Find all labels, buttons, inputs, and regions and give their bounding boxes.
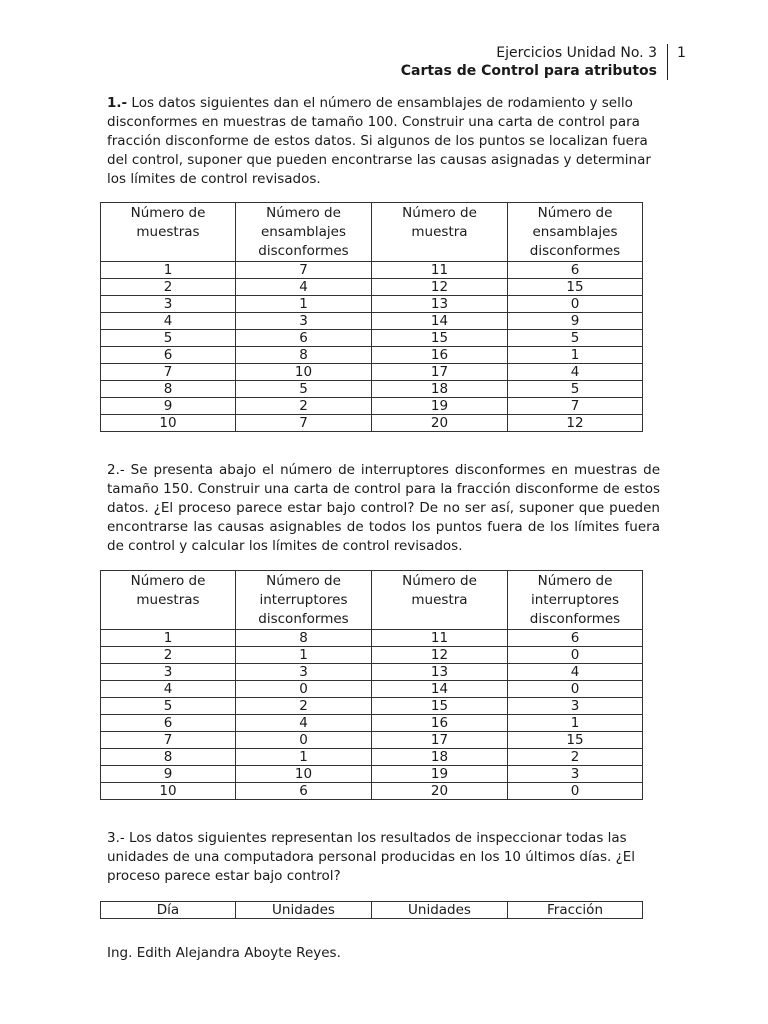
exercise-1-number: 1.- (107, 95, 128, 111)
table-cell: 7 (101, 732, 236, 749)
table-cell: 2 (236, 698, 372, 715)
table-cell: 20 (372, 783, 508, 800)
table-row (101, 296, 643, 313)
table-cell: 14 (372, 313, 508, 330)
table-row (101, 715, 643, 732)
table-cell: 4 (236, 715, 372, 732)
page-number: 1 (677, 45, 686, 61)
table-cell: 3 (101, 296, 236, 313)
table-cell: 7 (508, 398, 643, 415)
table-cell: 12 (372, 647, 508, 664)
table-cell: 0 (236, 681, 372, 698)
table-cell: 0 (508, 296, 643, 313)
table-cell: 5 (508, 330, 643, 347)
table-cell: 3 (236, 664, 372, 681)
table-row (101, 783, 643, 800)
table-row (101, 279, 643, 296)
table-row (101, 330, 643, 347)
table-cell: 1 (236, 749, 372, 766)
table-cell: 3 (101, 664, 236, 681)
table-cell: 2 (101, 279, 236, 296)
table-cell: 13 (372, 296, 508, 313)
table-cell: 6 (236, 783, 372, 800)
table-cell: 0 (236, 732, 372, 749)
table-body (101, 630, 643, 800)
column-header: Número de muestras (101, 571, 236, 630)
table-row (101, 766, 643, 783)
table-cell: 19 (372, 766, 508, 783)
column-header: Fracción (508, 902, 643, 919)
table-row (101, 749, 643, 766)
table-cell: 6 (236, 330, 372, 347)
table-row (101, 364, 643, 381)
header-title: Ejercicios Unidad No. 3 (496, 45, 657, 61)
table-cell: 1 (508, 715, 643, 732)
table-cell: 5 (236, 381, 372, 398)
column-header: Número de muestras (101, 203, 236, 262)
table-cell: 6 (508, 630, 643, 647)
table-cell: 0 (508, 681, 643, 698)
table-cell: 11 (372, 262, 508, 279)
table-header-row (101, 902, 643, 919)
table-cell: 1 (508, 347, 643, 364)
table-cell: 8 (236, 630, 372, 647)
table-cell: 14 (372, 681, 508, 698)
table-cell: 15 (508, 732, 643, 749)
table-row (101, 681, 643, 698)
table-cell: 6 (101, 347, 236, 364)
table-cell: 18 (372, 749, 508, 766)
table-cell: 7 (236, 415, 372, 432)
table-cell: 10 (236, 364, 372, 381)
table-row (101, 647, 643, 664)
table-cell: 8 (101, 749, 236, 766)
table-cell: 10 (236, 766, 372, 783)
column-header: Número de ensamblajes disconformes (236, 203, 372, 262)
column-header: Número de ensamblajes disconformes (508, 203, 643, 262)
table-cell: 1 (236, 647, 372, 664)
table-cell: 17 (372, 732, 508, 749)
table-cell: 0 (508, 647, 643, 664)
table-cell: 6 (508, 262, 643, 279)
column-header: Número de muestra (372, 203, 508, 262)
table-row (101, 415, 643, 432)
table-cell: 5 (101, 698, 236, 715)
table-cell: 17 (372, 364, 508, 381)
table-cell: 15 (372, 330, 508, 347)
table-cell: 5 (508, 381, 643, 398)
exercise-3-statement: 3.- Los datos siguientes representan los resultados de inspeccionar todas las unidades de una computadora personal producidas en los 10 últimos días. ¿El proceso parece estar bajo control? (107, 830, 636, 884)
table-cell: 8 (101, 381, 236, 398)
exercise-3-table (100, 901, 643, 919)
table-cell: 5 (101, 330, 236, 347)
table-cell: 3 (508, 698, 643, 715)
table-body (101, 262, 643, 432)
table-cell: 2 (101, 647, 236, 664)
table-cell: 20 (372, 415, 508, 432)
exercise-2-table (100, 570, 643, 800)
table-row (101, 630, 643, 647)
column-header: Número de muestra (372, 571, 508, 630)
table-cell: 3 (236, 313, 372, 330)
exercise-1-text: Los datos siguientes dan el número de ensamblajes de rodamiento y sello disconformes en muestras de tamaño 100. Construir una carta de control para fracción disconforme de estos datos. Si algunos de los puntos se localizan fuera del control, suponer que pueden encontrarse las causas asignadas y determinar los límites de control revisados. (107, 95, 651, 187)
table-cell: 10 (101, 415, 236, 432)
table-cell: 9 (101, 766, 236, 783)
table-row (101, 347, 643, 364)
header-subtitle: Cartas de Control para atributos (400, 63, 657, 79)
exercise-2-statement: 2.- Se presenta abajo el número de interruptores disconformes en muestras de tamaño 150. Construir una carta de control para la fracción disconforme de estos datos. ¿El proceso parece estar bajo control? De no ser así, suponer que pueden encontrarse las causas asignables de todos los puntos fuera de los límites fuera de control y calcular los límites de control revisados. (107, 462, 660, 554)
table-cell: 7 (101, 364, 236, 381)
table-cell: 6 (101, 715, 236, 732)
table-cell: 8 (236, 347, 372, 364)
table-cell: 4 (101, 313, 236, 330)
table-cell: 4 (101, 681, 236, 698)
exercise-1-table (100, 202, 643, 432)
column-header: Número de interruptores disconformes (236, 571, 372, 630)
table-row (101, 398, 643, 415)
table-header-row (101, 203, 643, 262)
table-row (101, 313, 643, 330)
table-cell: 16 (372, 347, 508, 364)
table-row (101, 262, 643, 279)
column-header: Unidades (236, 902, 372, 919)
column-header: Unidades (372, 902, 508, 919)
table-cell: 1 (101, 262, 236, 279)
table-cell: 3 (508, 766, 643, 783)
table-cell: 18 (372, 381, 508, 398)
table-cell: 12 (508, 415, 643, 432)
table-row (101, 664, 643, 681)
table-row (101, 381, 643, 398)
table-row (101, 698, 643, 715)
table-cell: 1 (101, 630, 236, 647)
table-cell: 9 (101, 398, 236, 415)
table-cell: 4 (508, 664, 643, 681)
table-cell: 4 (236, 279, 372, 296)
table-cell: 9 (508, 313, 643, 330)
table-cell: 2 (236, 398, 372, 415)
table-cell: 15 (372, 698, 508, 715)
table-cell: 1 (236, 296, 372, 313)
table-cell: 13 (372, 664, 508, 681)
table-header-row (101, 571, 643, 630)
column-header: Día (101, 902, 236, 919)
document-header (401, 44, 668, 80)
table-cell: 7 (236, 262, 372, 279)
table-cell: 15 (508, 279, 643, 296)
table-cell: 2 (508, 749, 643, 766)
table-cell: 0 (508, 783, 643, 800)
table-cell: 19 (372, 398, 508, 415)
column-header: Número de interruptores disconformes (508, 571, 643, 630)
author-signature: Ing. Edith Alejandra Aboyte Reyes. (107, 945, 341, 961)
table-cell: 12 (372, 279, 508, 296)
table-cell: 4 (508, 364, 643, 381)
table-cell: 16 (372, 715, 508, 732)
table-cell: 11 (372, 630, 508, 647)
exercise-1-statement (107, 94, 660, 189)
table-cell: 10 (101, 783, 236, 800)
table-row (101, 732, 643, 749)
